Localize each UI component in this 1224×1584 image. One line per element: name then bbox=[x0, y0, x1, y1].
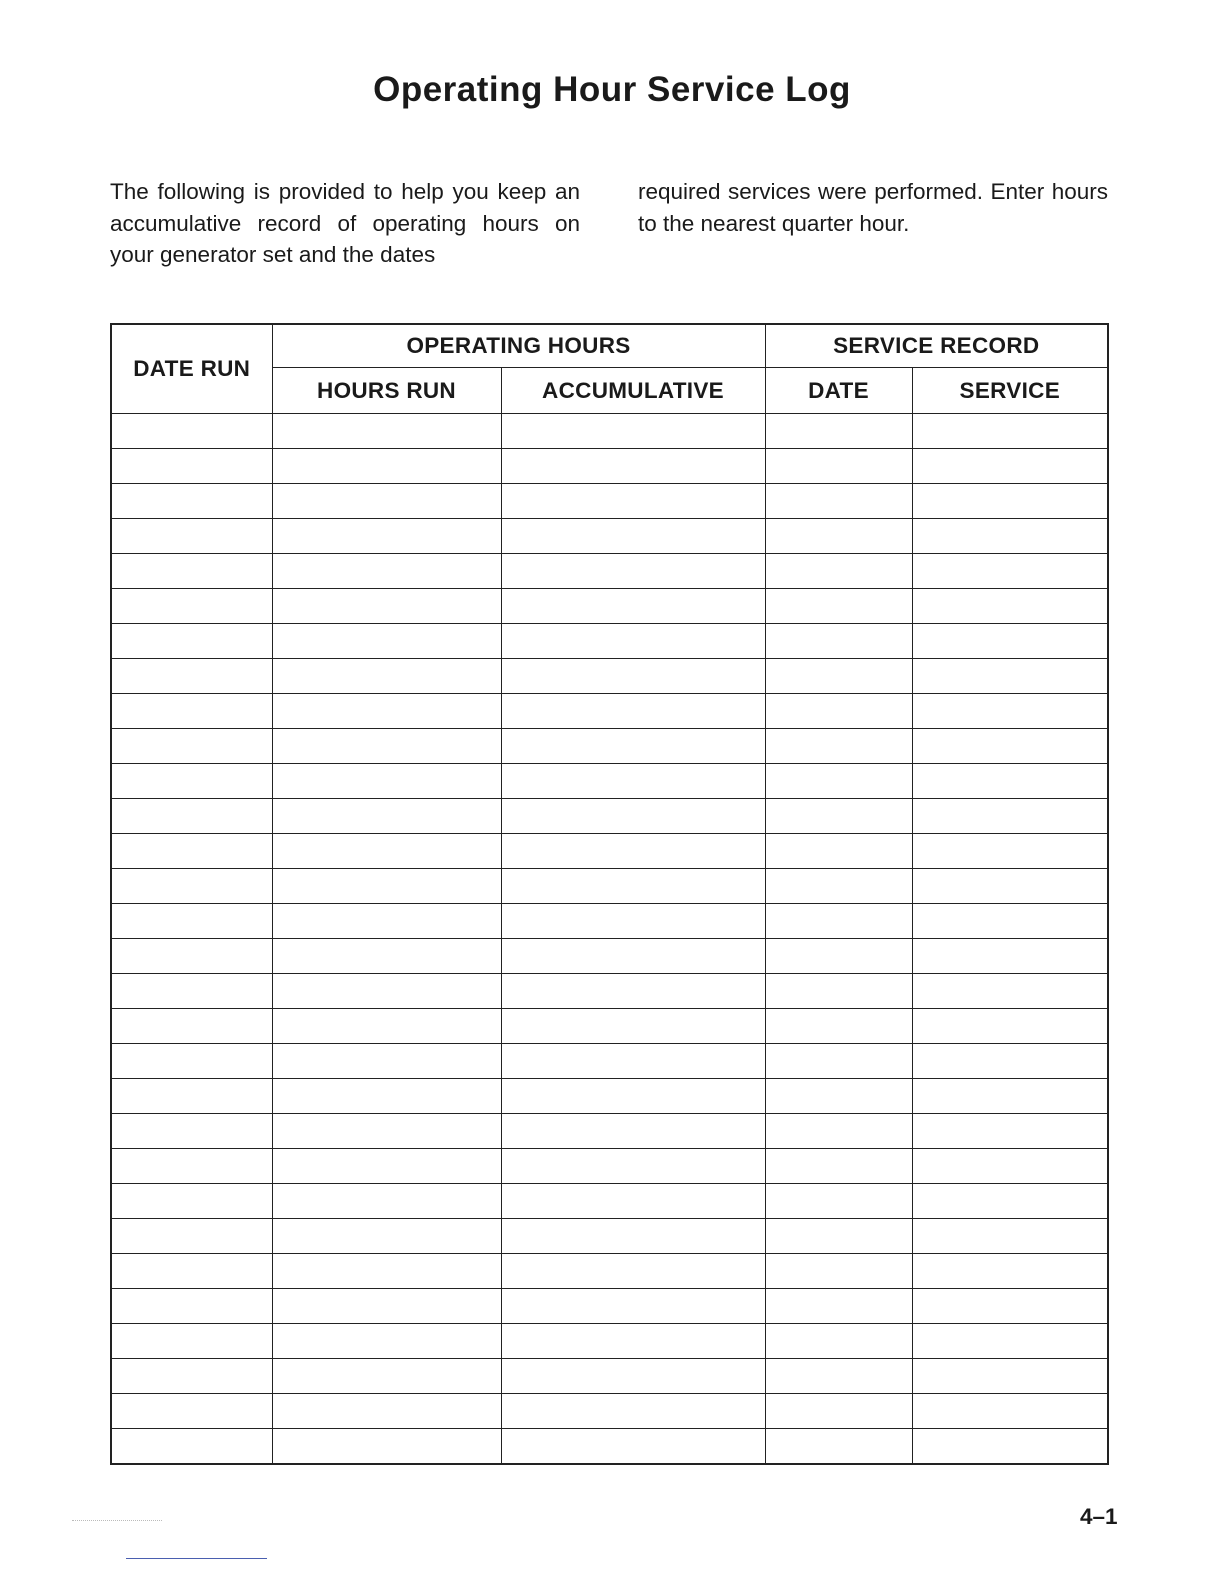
accumulative-cell[interactable] bbox=[501, 1219, 765, 1254]
service-date-cell[interactable] bbox=[765, 484, 912, 519]
service-date-cell[interactable] bbox=[765, 1009, 912, 1044]
accumulative-cell[interactable] bbox=[501, 1149, 765, 1184]
date-run-cell[interactable] bbox=[111, 834, 272, 869]
service-date-cell[interactable] bbox=[765, 1324, 912, 1359]
date-run-cell[interactable] bbox=[111, 1044, 272, 1079]
service-date-cell[interactable] bbox=[765, 694, 912, 729]
service-date-cell[interactable] bbox=[765, 1114, 912, 1149]
accumulative-cell[interactable] bbox=[501, 1254, 765, 1289]
accumulative-cell[interactable] bbox=[501, 694, 765, 729]
accumulative-cell[interactable] bbox=[501, 1184, 765, 1219]
hours-run-cell[interactable] bbox=[272, 484, 501, 519]
accumulative-cell[interactable] bbox=[501, 624, 765, 659]
service-cell[interactable] bbox=[912, 1079, 1108, 1114]
accumulative-cell[interactable] bbox=[501, 764, 765, 799]
service-cell[interactable] bbox=[912, 1429, 1108, 1465]
service-date-cell[interactable] bbox=[765, 414, 912, 449]
accumulative-cell[interactable] bbox=[501, 974, 765, 1009]
table-row bbox=[111, 974, 1108, 1009]
hours-run-cell[interactable] bbox=[272, 1219, 501, 1254]
date-run-cell[interactable] bbox=[111, 484, 272, 519]
service-cell[interactable] bbox=[912, 1394, 1108, 1429]
service-date-cell[interactable] bbox=[765, 729, 912, 764]
service-date-cell[interactable] bbox=[765, 1289, 912, 1324]
table-row bbox=[111, 764, 1108, 799]
service-date-cell[interactable] bbox=[765, 1219, 912, 1254]
service-date-cell[interactable] bbox=[765, 764, 912, 799]
service-date-cell[interactable] bbox=[765, 659, 912, 694]
date-run-cell[interactable] bbox=[111, 1219, 272, 1254]
date-run-cell[interactable] bbox=[111, 659, 272, 694]
table-row bbox=[111, 554, 1108, 589]
date-run-cell[interactable] bbox=[111, 1009, 272, 1044]
hours-run-cell[interactable] bbox=[272, 1289, 501, 1324]
table-row bbox=[111, 1149, 1108, 1184]
hours-run-cell[interactable] bbox=[272, 694, 501, 729]
service-cell[interactable] bbox=[912, 729, 1108, 764]
hours-run-cell[interactable] bbox=[272, 1429, 501, 1465]
hours-run-cell[interactable] bbox=[272, 834, 501, 869]
service-cell[interactable] bbox=[912, 624, 1108, 659]
table-row bbox=[111, 1289, 1108, 1324]
service-date-cell[interactable] bbox=[765, 1359, 912, 1394]
date-run-cell[interactable] bbox=[111, 729, 272, 764]
table-row bbox=[111, 869, 1108, 904]
hours-run-cell[interactable] bbox=[272, 974, 501, 1009]
service-cell[interactable] bbox=[912, 764, 1108, 799]
service-cell[interactable] bbox=[912, 1044, 1108, 1079]
service-date-cell[interactable] bbox=[765, 974, 912, 1009]
intro-text-right: required services were performed. Enter hours to the nearest quarter hour. bbox=[638, 179, 1108, 236]
accumulative-cell[interactable] bbox=[501, 589, 765, 624]
accumulative-cell[interactable] bbox=[501, 1394, 765, 1429]
hours-run-cell[interactable] bbox=[272, 1324, 501, 1359]
hours-run-cell[interactable] bbox=[272, 449, 501, 484]
table-row bbox=[111, 519, 1108, 554]
accumulative-cell[interactable] bbox=[501, 869, 765, 904]
date-run-cell[interactable] bbox=[111, 1394, 272, 1429]
table-row bbox=[111, 659, 1108, 694]
accumulative-cell[interactable] bbox=[501, 659, 765, 694]
accumulative-cell[interactable] bbox=[501, 484, 765, 519]
service-date-cell[interactable] bbox=[765, 589, 912, 624]
service-cell[interactable] bbox=[912, 1289, 1108, 1324]
service-cell[interactable] bbox=[912, 1009, 1108, 1044]
service-cell[interactable] bbox=[912, 974, 1108, 1009]
accumulative-cell[interactable] bbox=[501, 799, 765, 834]
service-date-cell[interactable] bbox=[765, 519, 912, 554]
hours-run-cell[interactable] bbox=[272, 659, 501, 694]
hours-run-cell[interactable] bbox=[272, 589, 501, 624]
service-cell[interactable] bbox=[912, 554, 1108, 589]
service-cell[interactable] bbox=[912, 484, 1108, 519]
date-run-cell[interactable] bbox=[111, 904, 272, 939]
table-row bbox=[111, 1254, 1108, 1289]
accumulative-cell[interactable] bbox=[501, 904, 765, 939]
table-row bbox=[111, 484, 1108, 519]
date-run-cell[interactable] bbox=[111, 694, 272, 729]
accumulative-cell[interactable] bbox=[501, 1009, 765, 1044]
accumulative-cell[interactable] bbox=[501, 1289, 765, 1324]
date-run-cell[interactable] bbox=[111, 554, 272, 589]
table-row bbox=[111, 1044, 1108, 1079]
date-run-cell[interactable] bbox=[111, 1324, 272, 1359]
date-run-cell[interactable] bbox=[111, 1289, 272, 1324]
date-run-cell[interactable] bbox=[111, 1254, 272, 1289]
table-row bbox=[111, 1009, 1108, 1044]
date-run-cell[interactable] bbox=[111, 414, 272, 449]
service-date-cell[interactable] bbox=[765, 1184, 912, 1219]
service-cell[interactable] bbox=[912, 904, 1108, 939]
hours-run-cell[interactable] bbox=[272, 939, 501, 974]
service-log-table bbox=[110, 323, 1109, 1465]
service-cell[interactable] bbox=[912, 799, 1108, 834]
date-run-cell[interactable] bbox=[111, 1359, 272, 1394]
accumulative-cell[interactable] bbox=[501, 1324, 765, 1359]
table-row bbox=[111, 1219, 1108, 1254]
accumulative-header: ACCUMULATIVE bbox=[501, 368, 765, 414]
hours-run-cell[interactable] bbox=[272, 799, 501, 834]
table-row bbox=[111, 1079, 1108, 1114]
hours-run-cell[interactable] bbox=[272, 904, 501, 939]
service-date-cell[interactable] bbox=[765, 939, 912, 974]
scan-artifact-line bbox=[126, 1558, 267, 1559]
service-cell[interactable] bbox=[912, 589, 1108, 624]
service-cell[interactable] bbox=[912, 1219, 1108, 1254]
table-row bbox=[111, 1324, 1108, 1359]
table-row bbox=[111, 904, 1108, 939]
date-run-cell[interactable] bbox=[111, 764, 272, 799]
service-cell[interactable] bbox=[912, 1359, 1108, 1394]
table-row bbox=[111, 694, 1108, 729]
table-row bbox=[111, 834, 1108, 869]
date-run-cell[interactable] bbox=[111, 1079, 272, 1114]
service-cell[interactable] bbox=[912, 869, 1108, 904]
service-record-header: SERVICE RECORD bbox=[765, 324, 1108, 368]
accumulative-cell[interactable] bbox=[501, 1114, 765, 1149]
date-run-cell[interactable] bbox=[111, 519, 272, 554]
service-date-cell[interactable] bbox=[765, 799, 912, 834]
hours-run-cell[interactable] bbox=[272, 1254, 501, 1289]
service-header: SERVICE bbox=[912, 368, 1108, 414]
service-cell[interactable] bbox=[912, 1324, 1108, 1359]
service-date-cell[interactable] bbox=[765, 1044, 912, 1079]
log-body bbox=[111, 414, 1108, 1465]
table-row bbox=[111, 729, 1108, 764]
table-row bbox=[111, 1359, 1108, 1394]
service-cell[interactable] bbox=[912, 1254, 1108, 1289]
hours-run-cell[interactable] bbox=[272, 1359, 501, 1394]
accumulative-cell[interactable] bbox=[501, 519, 765, 554]
service-date-cell[interactable] bbox=[765, 1079, 912, 1114]
date-run-cell[interactable] bbox=[111, 624, 272, 659]
hours-run-cell[interactable] bbox=[272, 1114, 501, 1149]
table-row bbox=[111, 1429, 1108, 1465]
accumulative-cell[interactable] bbox=[501, 449, 765, 484]
hours-run-cell[interactable] bbox=[272, 1149, 501, 1184]
accumulative-cell[interactable] bbox=[501, 1079, 765, 1114]
hours-run-cell[interactable] bbox=[272, 519, 501, 554]
page-title: Operating Hour Service Log bbox=[373, 70, 851, 109]
service-cell[interactable] bbox=[912, 694, 1108, 729]
service-date-cell[interactable] bbox=[765, 1394, 912, 1429]
date-run-cell[interactable] bbox=[111, 1184, 272, 1219]
service-cell[interactable] bbox=[912, 659, 1108, 694]
date-run-cell[interactable] bbox=[111, 974, 272, 1009]
accumulative-cell[interactable] bbox=[501, 1359, 765, 1394]
service-cell[interactable] bbox=[912, 1149, 1108, 1184]
service-date-cell[interactable] bbox=[765, 1429, 912, 1465]
table-row bbox=[111, 799, 1108, 834]
accumulative-cell[interactable] bbox=[501, 554, 765, 589]
hours-run-cell[interactable] bbox=[272, 1044, 501, 1079]
service-date-cell[interactable] bbox=[765, 904, 912, 939]
hours-run-cell[interactable] bbox=[272, 624, 501, 659]
table-row bbox=[111, 1184, 1108, 1219]
hours-run-cell[interactable] bbox=[272, 554, 501, 589]
hours-run-header: HOURS RUN bbox=[272, 368, 501, 414]
table-row bbox=[111, 414, 1108, 449]
hours-run-cell[interactable] bbox=[272, 1079, 501, 1114]
accumulative-cell[interactable] bbox=[501, 834, 765, 869]
hours-run-cell[interactable] bbox=[272, 764, 501, 799]
table-row bbox=[111, 1394, 1108, 1429]
page-number: 4–1 bbox=[1080, 1504, 1118, 1529]
date-run-cell[interactable] bbox=[111, 1114, 272, 1149]
table-row bbox=[111, 589, 1108, 624]
hours-run-cell[interactable] bbox=[272, 869, 501, 904]
hours-run-cell[interactable] bbox=[272, 414, 501, 449]
service-date-cell[interactable] bbox=[765, 624, 912, 659]
service-date-cell[interactable] bbox=[765, 1254, 912, 1289]
date-run-cell[interactable] bbox=[111, 1149, 272, 1184]
date-run-cell[interactable] bbox=[111, 1429, 272, 1465]
service-date-cell[interactable] bbox=[765, 834, 912, 869]
accumulative-cell[interactable] bbox=[501, 414, 765, 449]
intro-text-left: The following is provided to help you keep an accumulative record of operating hours on your generator set and the dates bbox=[110, 179, 580, 267]
date-run-cell[interactable] bbox=[111, 449, 272, 484]
accumulative-cell[interactable] bbox=[501, 1044, 765, 1079]
service-cell[interactable] bbox=[912, 519, 1108, 554]
date-run-cell[interactable] bbox=[111, 869, 272, 904]
hours-run-cell[interactable] bbox=[272, 1394, 501, 1429]
scan-artifact-dots bbox=[72, 1520, 162, 1521]
service-date-cell[interactable] bbox=[765, 449, 912, 484]
service-cell[interactable] bbox=[912, 1114, 1108, 1149]
service-date-cell[interactable] bbox=[765, 1149, 912, 1184]
service-date-cell[interactable] bbox=[765, 554, 912, 589]
table-row bbox=[111, 624, 1108, 659]
table-row bbox=[111, 449, 1108, 484]
service-cell[interactable] bbox=[912, 414, 1108, 449]
service-cell[interactable] bbox=[912, 834, 1108, 869]
accumulative-cell[interactable] bbox=[501, 939, 765, 974]
operating-hours-header: OPERATING HOURS bbox=[272, 324, 765, 368]
table-row bbox=[111, 1114, 1108, 1149]
service-cell[interactable] bbox=[912, 1184, 1108, 1219]
service-cell[interactable] bbox=[912, 939, 1108, 974]
table-row bbox=[111, 939, 1108, 974]
date-run-header: DATE RUN bbox=[111, 324, 272, 414]
date-run-cell[interactable] bbox=[111, 939, 272, 974]
accumulative-cell[interactable] bbox=[501, 729, 765, 764]
date-run-cell[interactable] bbox=[111, 589, 272, 624]
service-cell[interactable] bbox=[912, 449, 1108, 484]
hours-run-cell[interactable] bbox=[272, 1009, 501, 1044]
hours-run-cell[interactable] bbox=[272, 1184, 501, 1219]
hours-run-cell[interactable] bbox=[272, 729, 501, 764]
date-header: DATE bbox=[765, 368, 912, 414]
accumulative-cell[interactable] bbox=[501, 1429, 765, 1465]
service-date-cell[interactable] bbox=[765, 869, 912, 904]
date-run-cell[interactable] bbox=[111, 799, 272, 834]
